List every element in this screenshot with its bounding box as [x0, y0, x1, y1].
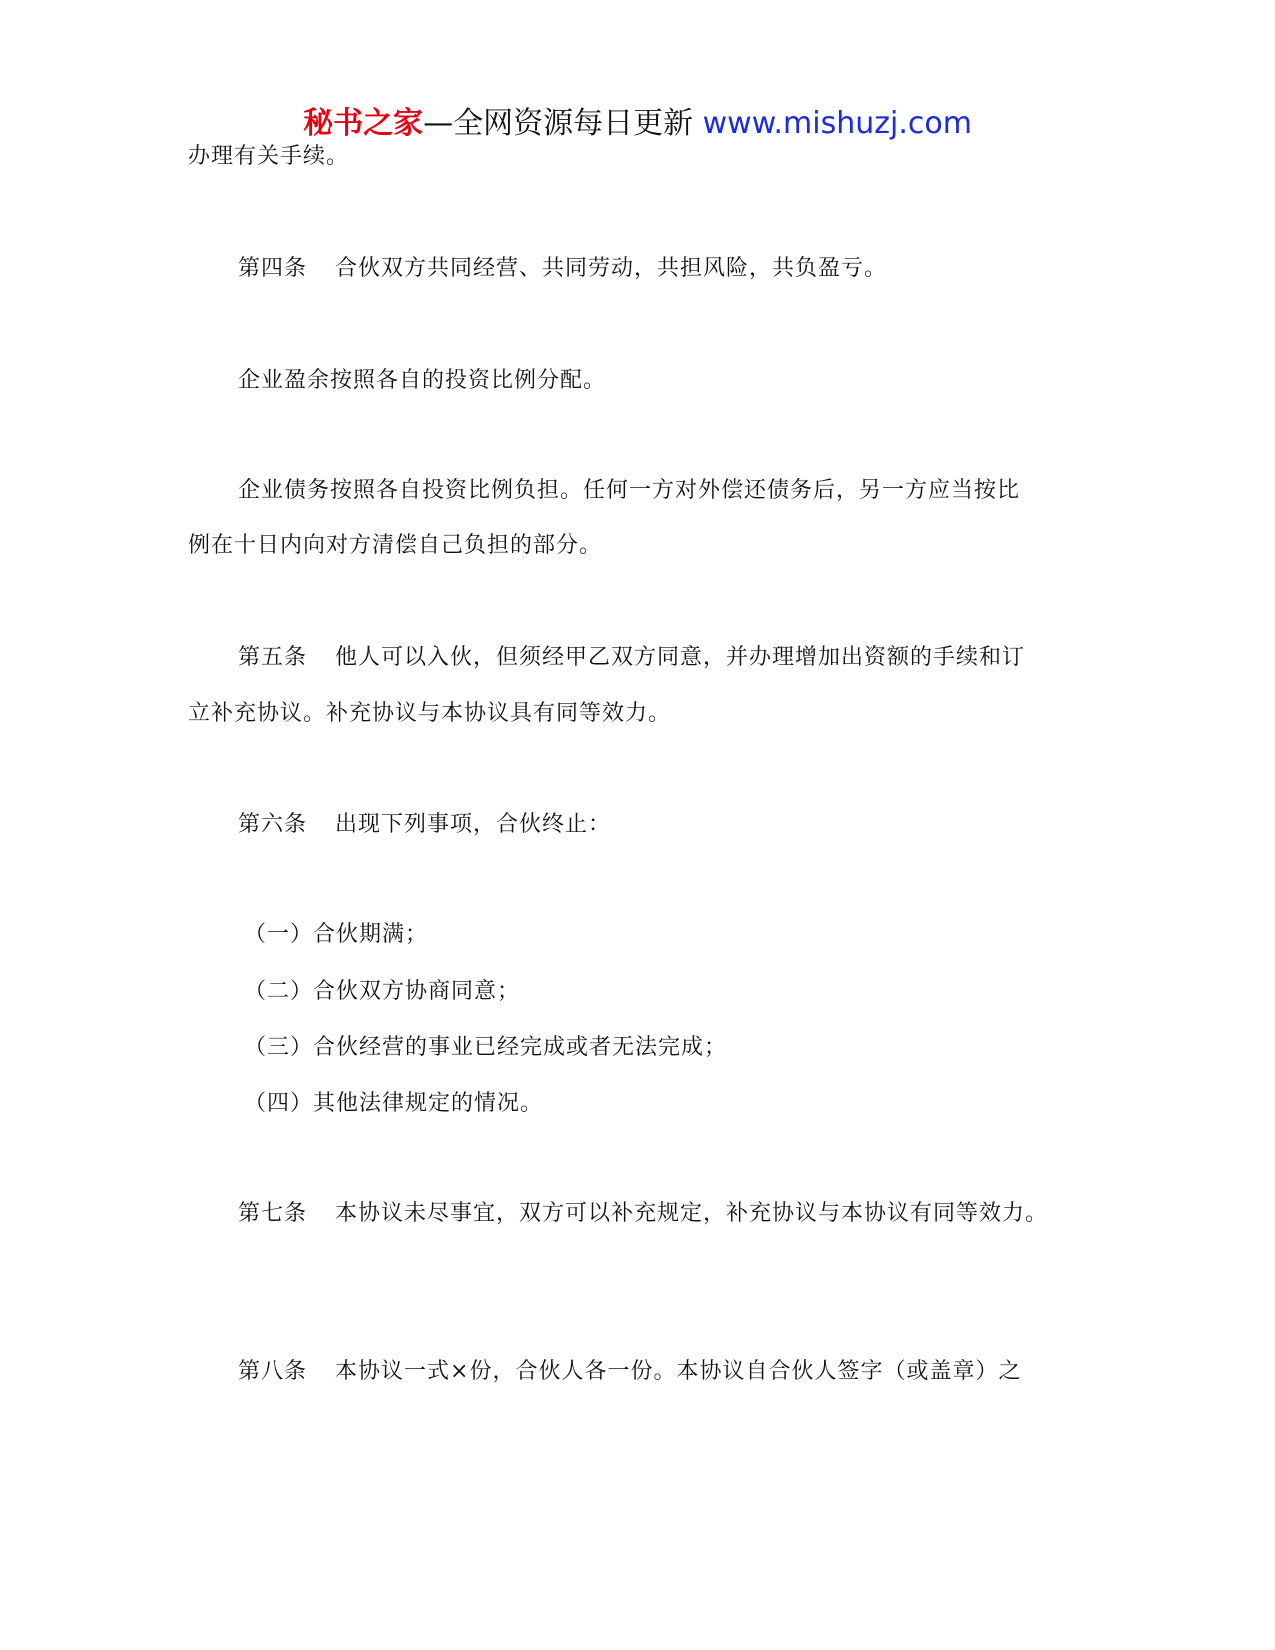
article-8	[238, 1357, 1021, 1387]
article-6-text: 出现下列事项，合伙终止：	[335, 812, 612, 837]
paragraph-profit: 企业盈余按照各自的投资比例分配。	[238, 368, 607, 393]
article-5-text: 他人可以入伙，但须经甲乙双方同意，并办理增加出资额的手续和订	[335, 645, 1026, 670]
article-6	[238, 810, 611, 840]
paragraph-continuation: 办理有关手续。	[188, 144, 350, 169]
article-7	[238, 1199, 1048, 1229]
article-5	[238, 643, 1025, 673]
article-7-label: 第七条	[238, 1201, 308, 1226]
article-4-text: 合伙双方共同经营、共同劳动，共担风险，共负盈亏。	[335, 256, 888, 281]
article-8-text: 本协议一式×份，合伙人各一份。本协议自合伙人签字（或盖章）之	[335, 1359, 1022, 1384]
header-brand: 秘书之家	[303, 106, 424, 141]
header-url-link[interactable]: www.mishuzj.com	[702, 106, 972, 141]
article-5-label: 第五条	[238, 645, 308, 670]
list-item: （三）合伙经营的事业已经完成或者无法完成；	[244, 1035, 728, 1060]
list-item: （一）合伙期满；	[244, 922, 429, 947]
article-4	[238, 254, 887, 284]
article-7-text: 本协议未尽事宜，双方可以补充规定，补充协议与本协议有同等效力。	[335, 1201, 1049, 1226]
paragraph-debt-line-2: 例在十日内向对方清偿自己负担的部分。	[188, 533, 603, 558]
article-6-label: 第六条	[238, 812, 308, 837]
article-8-label: 第八条	[238, 1359, 308, 1384]
header-dash: —	[423, 106, 454, 141]
header-slogan: 全网资源每日更新	[453, 106, 694, 141]
paragraph-debt-line-1: 企业债务按照各自投资比例负担。任何一方对外偿还债务后，另一方应当按比	[238, 478, 1021, 503]
article-5-continuation: 立补充协议。补充协议与本协议具有同等效力。	[188, 701, 672, 726]
article-4-label: 第四条	[238, 256, 308, 281]
list-item: （四）其他法律规定的情况。	[244, 1091, 544, 1116]
list-item: （二）合伙双方协商同意；	[244, 979, 521, 1004]
watermark-header	[0, 104, 1275, 144]
